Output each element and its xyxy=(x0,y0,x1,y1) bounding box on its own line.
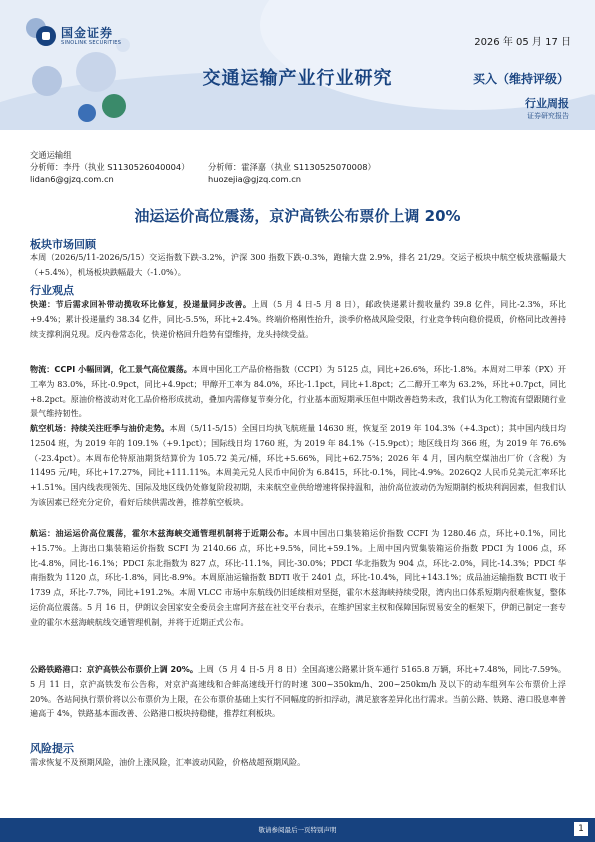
analyst-group: 交通运输组 xyxy=(30,150,72,160)
market-review-paragraph: 本周（2026/5/11-2026/5/15）交运指数下跌-3.2%，沪深 300 指数下跌-0.3%，跑输大盘 2.9%，排名 21/29。交运子板块中航空板块涨幅最大（+5.4%），机场板块跌幅最大（-1.0%）。 xyxy=(30,252,566,277)
rail-paragraph xyxy=(30,662,566,721)
page-number: 1 xyxy=(574,822,588,836)
express-paragraph xyxy=(30,297,566,341)
rail-lead: 公路铁路港口：京沪高铁公布票价上调 20%。 xyxy=(30,664,198,674)
report-department: 证券研究报告 xyxy=(527,112,569,120)
shipping-lead: 航运：油运运价高位震荡，霍尔木兹海峡交通管理机制将于近期公布。 xyxy=(30,528,294,538)
section-heading-market: 板块市场回顾 xyxy=(30,238,96,251)
logistics-body: 本周中国化工产品价格指数（CCPI）为 5125 点，同比+26.6%，环比-1.8%。本周对二甲苯（PX）开工率为 83.0%，环比-0.9pct，同比+4.9pct；甲醇开工率为 84.0%，环比-1.1pct，同比+1.8pct；乙二醇开工率为 63.2%，环比+0.7pct，同比+8.2pct。原油价格波动对化工品价格形成扰动，叠加内需修复节奏分化，行业基本面短期承压但中期改善趋势未改，我们认为化工物流有望跟随行业景气维持韧性。 xyxy=(30,364,566,419)
footer-disclaimer[interactable]: 敬请参阅最后一页特别声明 xyxy=(258,826,337,834)
analyst-1: 分析师：李丹（执业 S1130526040004） xyxy=(30,162,190,172)
main-headline: 油运运价高位震荡，京沪高铁公布票价上调 20% xyxy=(134,207,461,225)
report-date: 2026 年 05 月 17 日 xyxy=(474,37,571,48)
risk-paragraph: 需求恢复不及预期风险，油价上涨风险，汇率波动风险，价格战超预期风险。 xyxy=(30,757,306,767)
shipping-paragraph xyxy=(30,526,566,630)
shipping-body: 本周中国出口集装箱运价指数 CCFI 为 1280.46 点，环比+0.1%，同比+15.7%。上海出口集装箱运价指数 SCFI 为 2140.66 点，环比+9.5%，同比+59.1%。上周中国内贸集装箱运价指数 PDCI 为 1006 点，环比-4.8%，同比-16.1%；PDCI 东北指数为 827 点，环比-11.1%，同比-30.0%；PDCI 华北指数为 904 点，环比-2.0%，同比-14.3%；PDCI 华南指数为 1120 点，环比-1.8%，同比-8.9%。本周原油运输指数 BDTI 收于 2401 点，环比-10.4%，同比+143.1%；成品油运输指数 BCTI 收于 1739 点，环比-7.7%，同比+191.2%。本周 VLCC 市场中东航线仍旧延续相对坚挺，霍尔木兹海峡持续受限，湾内出口体系短期内很难恢复，整体运价高位震荡。5 月 16 日，伊朗议会国家安全委员会主席阿齐兹在社交平台表示，在维护国家主权和保障国际贸易安全的框架下，伊朗已制定一套专业的霍尔木兹海峡航线交通管理机制，并将于近期正式公布。 xyxy=(30,528,566,627)
report-type: 行业周报 xyxy=(525,97,569,110)
rating-label: 买入（维持评级） xyxy=(472,72,569,86)
logo-name-cn: 国金证券 xyxy=(61,25,114,40)
section-heading-view: 行业观点 xyxy=(30,284,74,297)
analyst-2-email[interactable]: huozejia@gjzq.com.cn xyxy=(208,174,302,184)
analyst-2: 分析师：霍泽嘉（执业 S1130525070008） xyxy=(208,162,376,172)
express-lead: 快递：节后需求回补带动揽收环比修复，投递量同步改善。 xyxy=(30,299,252,309)
logistics-paragraph xyxy=(30,362,566,421)
logo-name-en: SINOLINK SECURITIES xyxy=(61,39,122,46)
logistics-lead: 物流：CCPI 小幅回调，化工景气高位震荡。 xyxy=(30,364,192,374)
express-body: 上周（5 月 4 日-5 月 8 日），邮政快递累计揽收量约 39.8 亿件，同比-2.3%，环比+9.4%；累计投递量约 38.34 亿件，同比-5.5%，环比+2.4%。终端价格刚性抬升，淡季价格战风险受限，行业竞争转向稳价提质，价格同比改善持续支撑利润兑现。反内卷常态化，快递价格回升趋势有望维持，龙头持续受益。 xyxy=(30,299,566,339)
analyst-1-email[interactable]: lidan6@gjzq.com.cn xyxy=(30,174,114,184)
logo-icon xyxy=(36,26,56,46)
aviation-paragraph xyxy=(30,421,566,510)
aviation-lead: 航空机场：持续关注旺季与油价走势。 xyxy=(30,423,170,433)
aviation-body: 本周（5/11-5/15）全国日均执飞航班量 14630 班，恢复至 2019 年 104.3%（+4.3pct）；其中国内线日均 12504 班，为 2019 年的 109.1%（+9.1pct）；国际线日均 1760 班，为 2019 年 84.1%（-15.9pct）；地区线日均 366 班，为 2019 年 76.6%（-23.4pct）。本周布伦特原油期货结算价为 105.72 美元/桶，环比+5.66%，同比+62.75%；2026 年 4 月，国内航空煤油出厂价（含税）为 11495 元/吨，环比+17.27%，同比+111.11%。本周美元兑人民币中间价为 6.8415，环比-0.1%，同比-4.9%。2026Q2 人民币兑美元汇率环比+1.51%。国内线表现领先、国际及地区线仍处修复阶段初期，未来航空业供给增速将保持温和，油价高位波动仍为短期制约板块利润因素，但我们认为该因素已经充分定价，看好后续供需改善，推荐航空板块。 xyxy=(30,423,566,507)
report-title: 交通运输产业行业研究 xyxy=(202,68,393,89)
company-logo xyxy=(36,26,121,46)
decor-circle xyxy=(78,104,96,122)
section-heading-risk: 风险提示 xyxy=(30,742,74,755)
rail-body: 上周（5 月 4 日-5 月 8 日）全国高速公路累计货车通行 5165.8 万辆，环比+7.48%，同比-7.59%。5 月 11 日，京沪高铁发布公告称，对京沪高速线和合蚌高速线开行的时速 300~350km/h、200~250km/h 及以下的动车组列车公布票价上浮 20%。各站间执行票价将以公布票价为上限，在公布票价基础上实行不同幅度的折扣浮动，满足旅客差异化出行需求。当前公路、铁路、港口股息率普遍高于 4%，铁路基本面改善、公路港口板块持稳健，推荐红利板块。 xyxy=(30,664,566,719)
decor-circle xyxy=(102,94,126,118)
